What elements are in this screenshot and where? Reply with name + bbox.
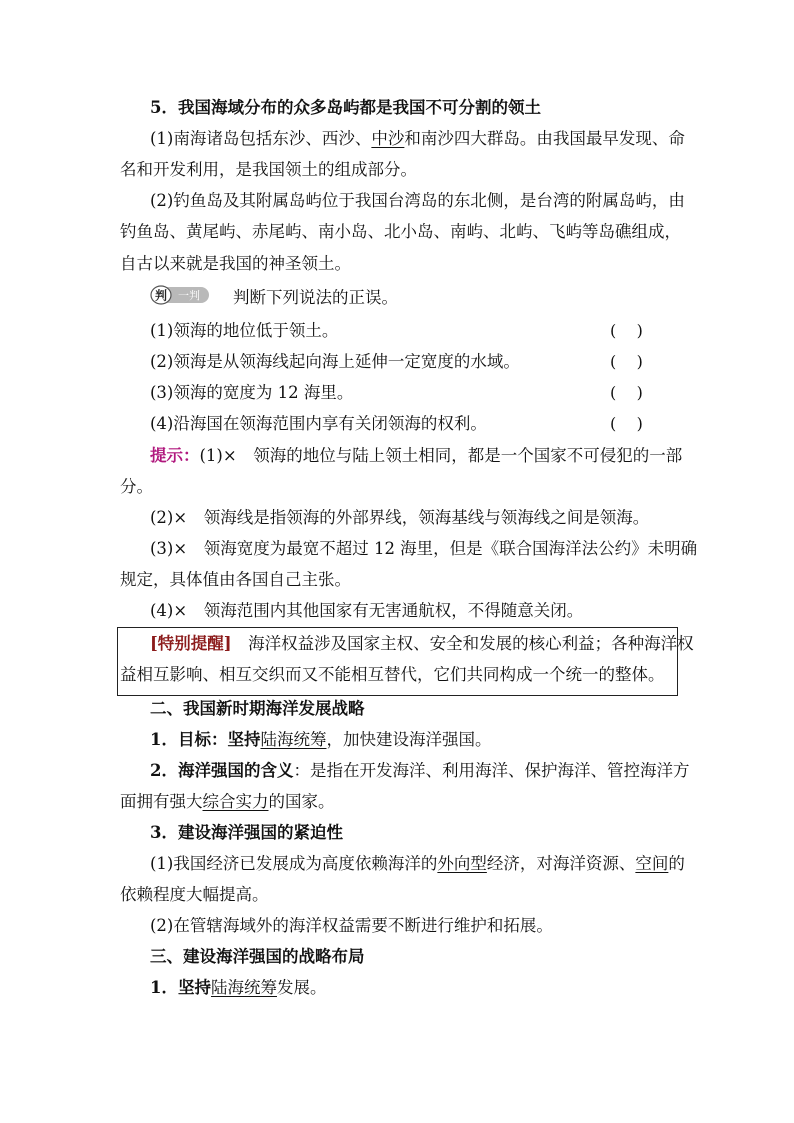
text: 的国家。: [268, 792, 335, 811]
urgency-1-cont: 依赖程度大幅提高。: [120, 885, 269, 904]
underlined-term: 空间: [635, 854, 669, 873]
hint-label: 提示：: [150, 446, 200, 465]
text: 的: [668, 854, 685, 873]
hint-1: [150, 446, 682, 466]
text: 和南沙四大群岛。由我国最早发现、命: [404, 129, 685, 148]
text: 经济，对海洋资源、: [486, 854, 636, 873]
section-5-title: 5．我国海域分布的众多岛屿都是我国不可分割的领土: [150, 98, 541, 117]
judge-item-1: (1)领海的地位低于领土。: [150, 321, 339, 340]
text: (1)南海诸岛包括东沙、西沙、: [150, 129, 372, 148]
text: 海洋权益涉及国家主权、安全和发展的核心利益；各种海洋权: [231, 634, 694, 653]
text: 发展。: [276, 978, 327, 997]
paragraph: [150, 129, 685, 149]
definition-cont: [120, 792, 335, 812]
text: (1)× 领海的地位与陆上领土相同，都是一个国家不可侵犯的一部: [199, 446, 683, 465]
hint-2: (2)× 领海线是指领海的外部界线，领海基线与领海线之间是领海。: [150, 508, 650, 527]
paragraph-cont: 自古以来就是我国的神圣领土。: [120, 254, 351, 273]
underlined-term: 中沙: [371, 129, 405, 148]
text: 2．海洋强国的含义: [150, 761, 294, 780]
urgency-2: (2)在管辖海域外的海洋权益需要不断进行维护和拓展。: [150, 916, 553, 935]
paragraph-cont: 钓鱼岛、黄尾屿、赤尾屿、南小岛、北小岛、南屿、北屿、飞屿等岛礁组成，: [120, 222, 681, 241]
urgency-1: [150, 854, 685, 874]
text: (1)我国经济已发展成为高度依赖海洋的: [150, 854, 438, 873]
hint-4: (4)× 领海范围内其他国家有无害通航权，不得随意关闭。: [150, 601, 584, 620]
goal: [150, 730, 491, 750]
judge-item-3: (3)领海的宽度为 12 海里。: [150, 383, 354, 402]
underlined-term: 陆海统筹: [260, 730, 327, 749]
text: 面拥有强大: [120, 792, 203, 811]
underlined-term: 外向型: [437, 854, 487, 873]
paragraph: (2)钓鱼岛及其附属岛屿位于我国台湾岛的东北侧，是台湾的附属岛屿，由: [150, 191, 685, 210]
underlined-term: 综合实力: [202, 792, 269, 811]
definition: [150, 761, 689, 781]
hint-3: (3)× 领海宽度为最宽不超过 12 海里，但是《联合国海洋法公约》未明确: [150, 539, 698, 558]
judge-instruction: 判断下列说法的正误。: [233, 288, 398, 307]
text: 1．坚持: [150, 978, 211, 997]
answer-paren-2: ( ): [610, 352, 643, 371]
text: 1．目标：坚持: [150, 730, 261, 749]
notice-line-1: [150, 634, 694, 654]
paragraph-cont: 名和开发利用，是我国领土的组成部分。: [120, 160, 417, 179]
answer-paren-3: ( ): [610, 383, 643, 402]
badge-left-text: 判: [154, 288, 168, 303]
section-2-title: 二、我国新时期海洋发展战略: [150, 699, 365, 718]
answer-paren-4: ( ): [610, 414, 643, 433]
answer-paren-1: ( ): [610, 321, 643, 340]
hint-3-cont: 规定，具体值由各国自己主张。: [120, 570, 351, 589]
judge-item-4: (4)沿海国在领海范围内享有关闭领海的权利。: [150, 414, 487, 433]
judge-badge-icon: [150, 285, 210, 305]
underlined-term: 陆海统筹: [210, 978, 277, 997]
text: ，加快建设海洋强国。: [326, 730, 492, 749]
section-3-title: 三、建设海洋强国的战略布局: [150, 947, 365, 966]
judge-item-2: (2)领海是从领海线起向海上延伸一定宽度的水域。: [150, 352, 520, 371]
notice-label: [特别提醒]: [150, 634, 232, 653]
text: ：是指在开发海洋、利用海洋、保护海洋、管控海洋方: [293, 761, 690, 780]
badge-right-text: 一判: [178, 289, 200, 302]
strategy-1: [150, 978, 326, 998]
notice-line-2: 益相互影响、相互交织而又不能相互替代，它们共同构成一个统一的整体。: [120, 665, 665, 684]
hint-1-cont: 分。: [120, 477, 153, 496]
urgency-title: 3．建设海洋强国的紧迫性: [150, 823, 343, 842]
